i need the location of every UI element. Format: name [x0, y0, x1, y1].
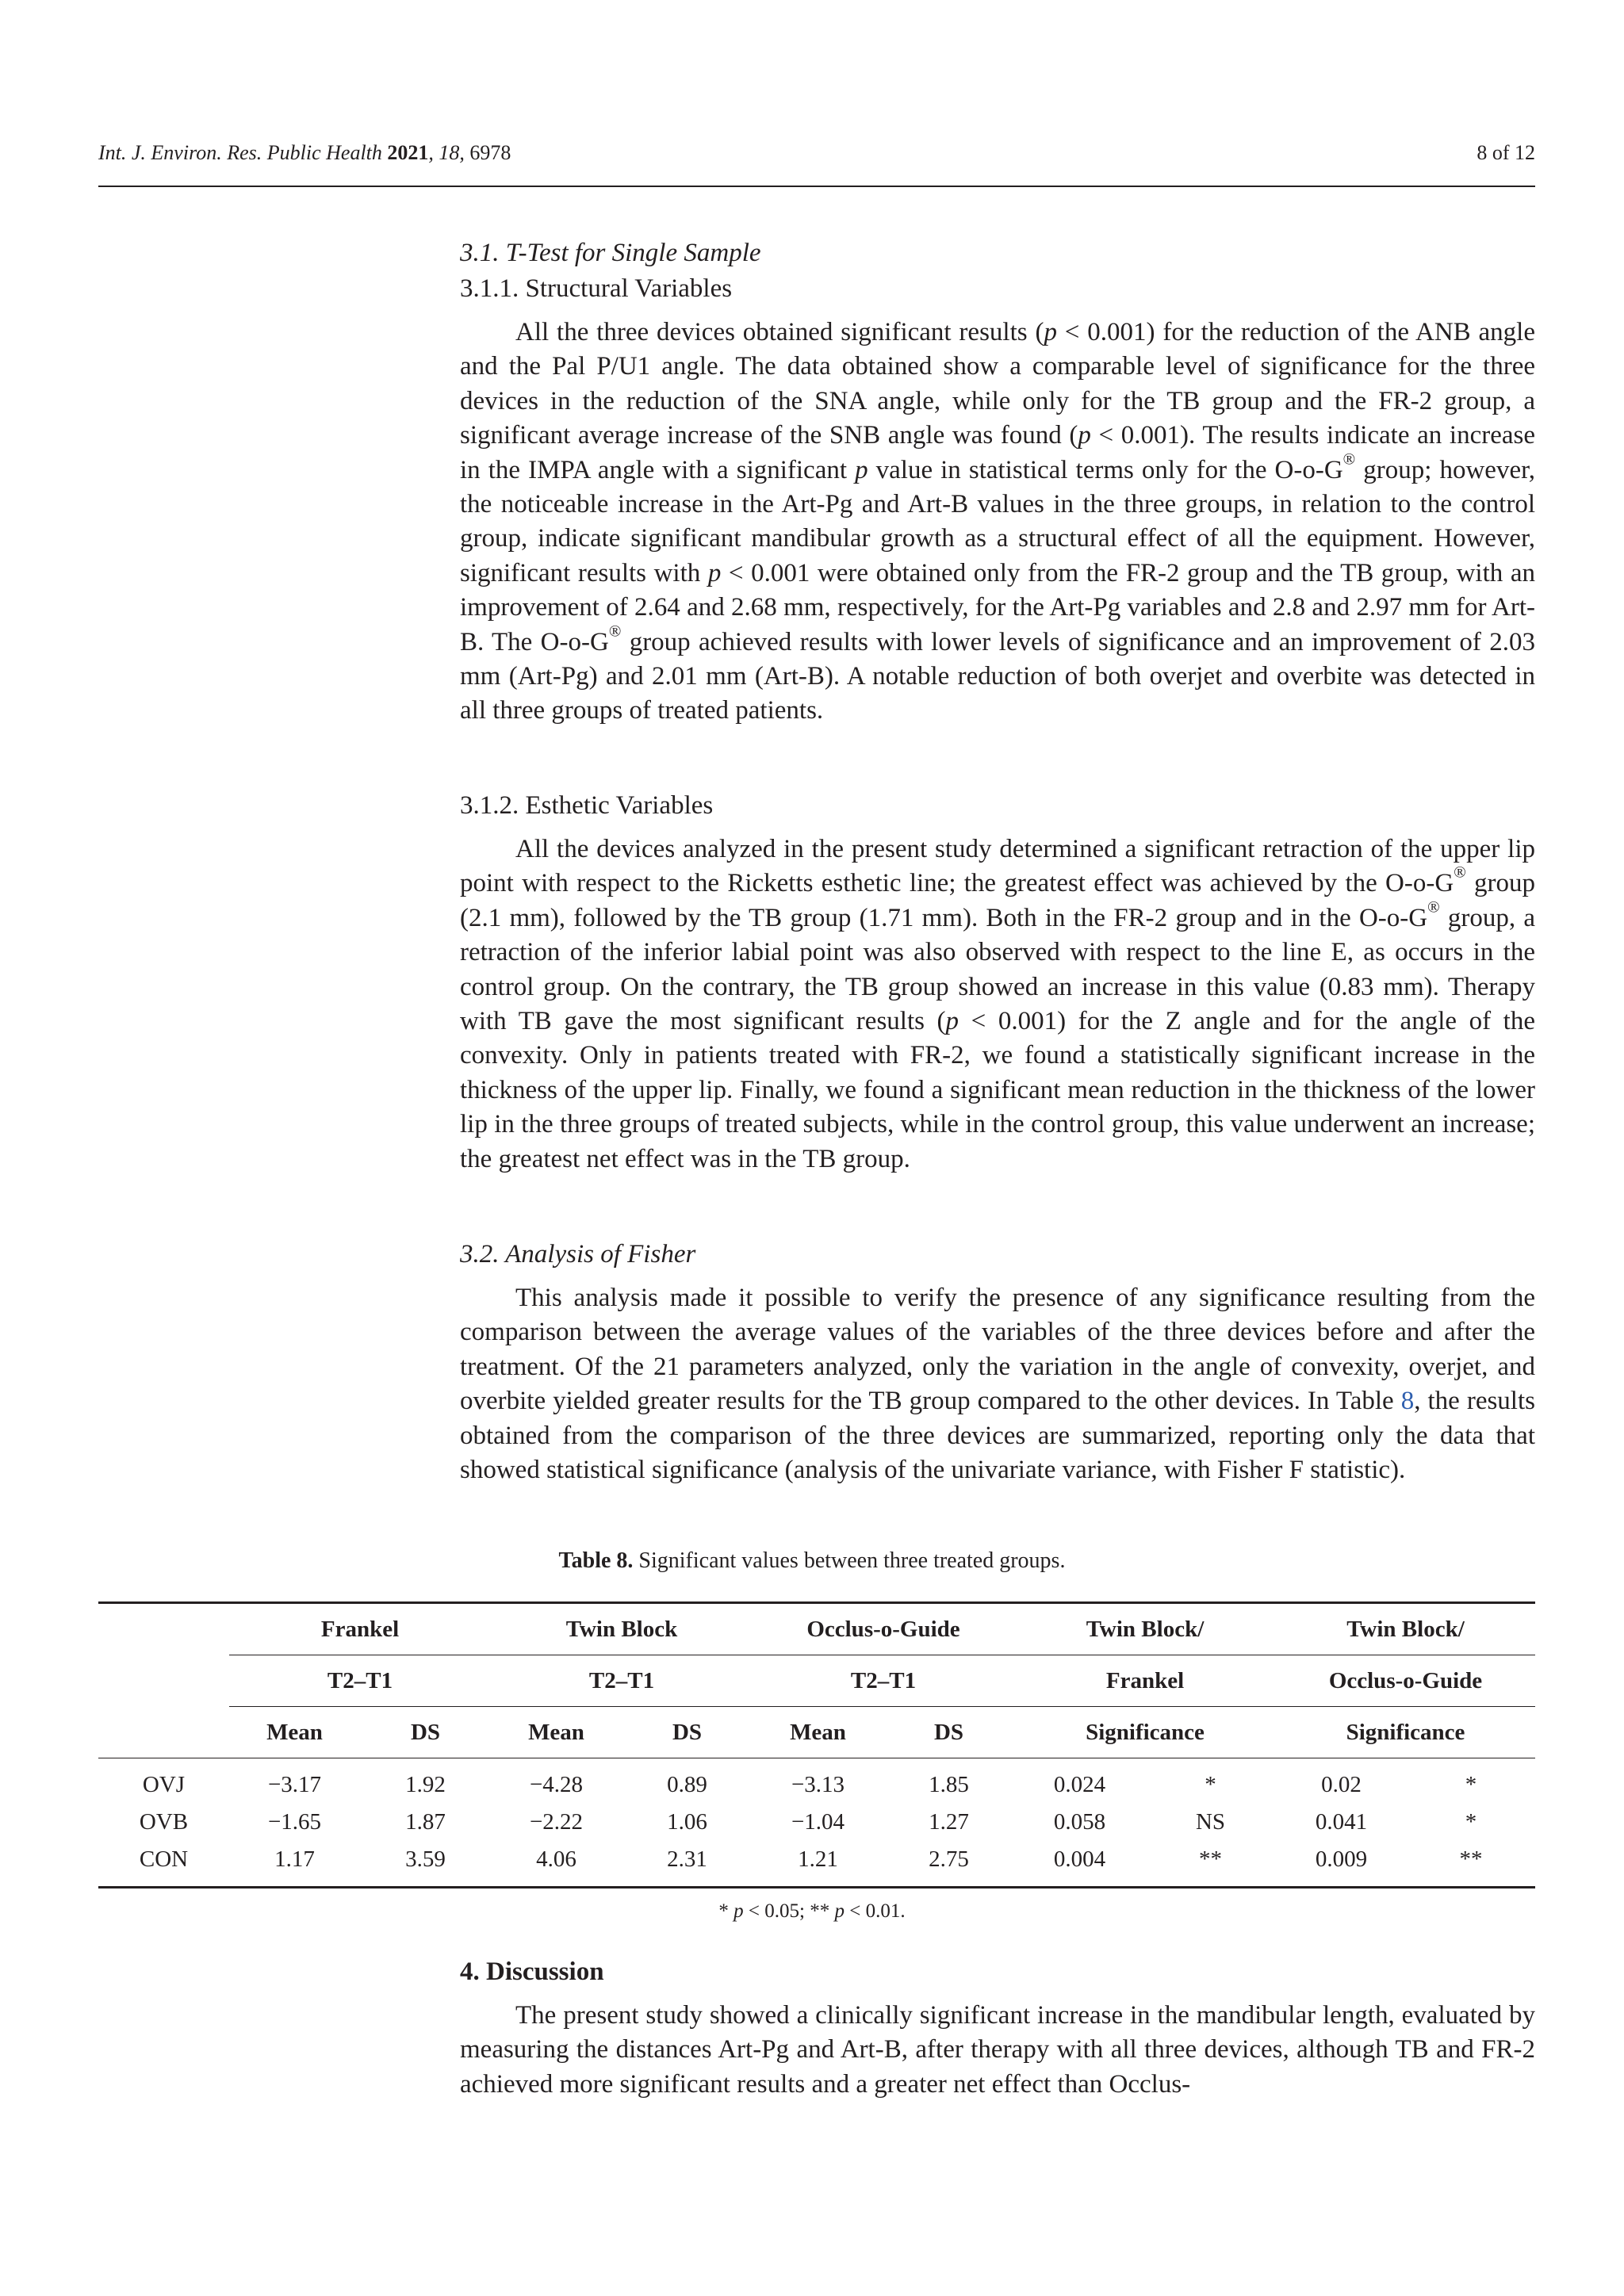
table-8 [98, 1601, 1535, 1888]
header-frankel: Frankel [229, 1603, 491, 1655]
journal-year: 2021 [387, 141, 429, 164]
header-tb-frankel: Twin Block/ [1014, 1603, 1276, 1655]
section-heading-3-1: 3.1. T-Test for Single Sample [460, 239, 761, 267]
running-header [98, 141, 1535, 187]
section-heading-3-2: 3.2. Analysis of Fisher [460, 1240, 696, 1269]
journal-citation: Int. J. Environ. Res. Public Health 2021, 18, 6978 [98, 141, 511, 164]
table-row: CON 1.17 3.59 4.06 2.31 1.21 2.75 0.004 ** 0.009 ** [98, 1841, 1535, 1888]
article-number: 6978 [469, 141, 511, 164]
section-heading-3-1-2: 3.1.2. Esthetic Variables [460, 791, 714, 820]
header-occlus-o-guide: Occlus-o-Guide [753, 1603, 1014, 1655]
header-tb-oog: Twin Block/ [1276, 1603, 1535, 1655]
table-header-row-2: T2–T1 T2–T1 T2–T1 Frankel Occlus-o-Guide [98, 1655, 1535, 1707]
table-row: OVJ −3.17 1.92 −4.28 0.89 −3.13 1.85 0.024 * 0.02 * [142, 1772, 1477, 1797]
section-heading-3-1-1: 3.1.1. Structural Variables [460, 274, 733, 303]
table-row: OVB −1.65 1.87 −2.22 1.06 −1.04 1.27 0.058 NS 0.041 * [139, 1809, 1477, 1835]
esthetic-variables-paragraph: All the devices analyzed in the present study determined a significant retraction of the upper lip point with respect to the Ricketts esthetic line; the greatest effect was achieved by the O-o-G® group (2.1 mm), followed by the TB group (1.71 mm). Both in the FR-2 group and in the O-o-G® group, a retraction of the inferior labial point was also observed with respect to the line E, as occurs in the control group. On the contrary, the TB group showed an increase in this value (0.83 mm). Therapy with TB gave the most significant results (p < 0.001) for the Z angle and for the angle of the convexity. Only in patients treated with FR-2, we found a statistically significant increase in the thickness of the upper lip. Finally, we found a significant mean reduction in the thickness of the lower lip in the three groups of treated subjects, while in the control group, this value underwent an increase; the greatest net effect was in the TB group. [460, 835, 1535, 1173]
discussion-paragraph: The present study showed a clinically significant increase in the mandibular length, evaluated by measuring the distances Art-Pg and Art-B, after therapy with all three devices, although TB and FR-2 achieved more significant results and a greater net effect than Occlus- [460, 2001, 1535, 2099]
table-footnote: * p < 0.05; ** p < 0.01. [718, 1900, 906, 1922]
page-number: 8 of 12 [1477, 141, 1535, 164]
table-header-row-1 [98, 1603, 1535, 1655]
structural-variables-paragraph: All the three devices obtained significant results (p < 0.001) for the reduction of the ANB angle and the Pal P/U1 angle. The data obtained show a comparable level of significance for the three devices in the reduction of the SNA angle, while only for the TB group and the FR-2 group, a significant average increase of the SNB angle was found (p < 0.001). The results indicate an increase in the IMPA angle with a significant p value in statistical terms only for the O-o-G® group; however, the noticeable increase in the Art-Pg and Art-B values in the three groups, in relation to the control group, indicate significant mandibular growth as a structural effect of all the equipment. However, significant results with p < 0.001 were obtained only from the FR-2 group and the TB group, with an improvement of 2.64 and 2.68 mm, respectively, for the Art-Pg variables and 2.8 and 2.97 mm for Art-B. The O-o-G® group achieved results with lower levels of significance and an improvement of 2.03 mm (Art-Pg) and 2.01 mm (Art-B). A notable reduction of both overjet and overbite was detected in all three groups of treated patients. [460, 318, 1536, 725]
table-8-link[interactable]: 8 [1400, 1387, 1415, 1416]
header-twin-block: Twin Block [491, 1603, 753, 1655]
fisher-analysis-paragraph: This analysis made it possible to verify the presence of any significance resulting from the comparison between the average values of the variables of the three devices before and after the treatment. Of the 21 parameters analyzed, only the variation in the angle of convexity, overjet, and overbite yielded greater results for the TB group compared to the other devices. In Table 8, the results obtained from the comparison of the three devices are summarized, reporting only the data that showed statistical significance (analysis of the univariate variance, with Fisher F statistic). [460, 1284, 1535, 1485]
table-header-row-3: Mean DS Mean DS Mean DS Significance Significance [98, 1707, 1535, 1758]
journal-name: Int. J. Environ. Res. Public Health [98, 141, 382, 164]
section-heading-discussion: 4. Discussion [460, 1957, 604, 1986]
table-caption: Table 8. Significant values between three treated groups. [558, 1548, 1066, 1573]
journal-volume: 18 [439, 141, 460, 164]
